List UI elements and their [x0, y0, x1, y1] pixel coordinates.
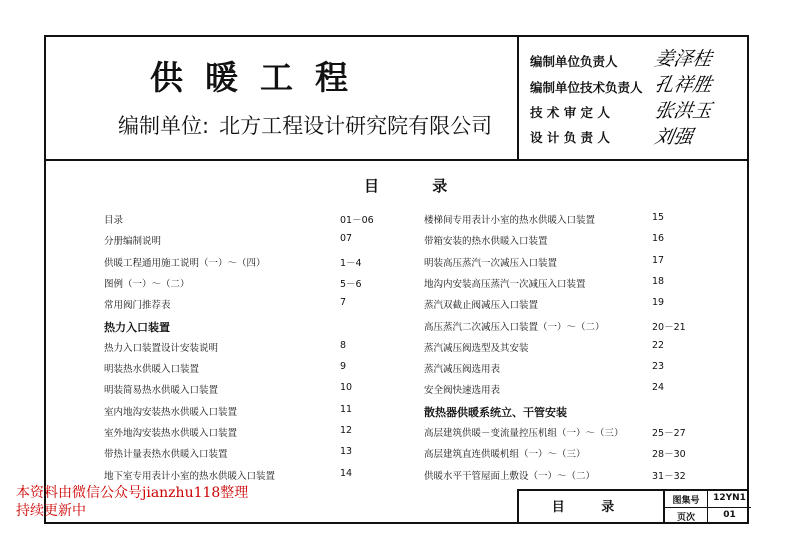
- responsibility-role: 技 术 审 定 人: [530, 105, 610, 120]
- toc-entry-page: 5－6: [340, 278, 362, 290]
- toc-entry: [424, 255, 692, 269]
- toc-entry: [104, 276, 380, 290]
- toc-entry-page: 18: [652, 275, 665, 287]
- toc-entry: [104, 297, 380, 311]
- toc-entry: [424, 319, 692, 333]
- toc-entry-page: 10: [340, 382, 353, 394]
- toc-entry-page: 15: [652, 212, 665, 223]
- toc-entry-title: 分册编制说明: [104, 236, 162, 248]
- toc-entry-title: 图例（一）～（二）: [104, 278, 190, 290]
- toc-entry: [104, 340, 380, 354]
- toc-entry: [424, 446, 692, 460]
- toc-entry-page: 16: [652, 233, 665, 245]
- toc-entry-title: 地沟内安装高压蒸汽一次减压入口装置: [424, 278, 586, 290]
- toc-entry: [104, 233, 380, 247]
- toc-entry: [104, 382, 380, 396]
- toc-entry: [104, 404, 380, 418]
- toc-entry-title: 蒸汽减压阀选用表: [424, 364, 501, 376]
- toc-entry-page: 20－21: [652, 321, 686, 333]
- toc-entry: [424, 297, 692, 311]
- responsibility-row: [530, 52, 642, 70]
- toc-entry-page: 31－32: [652, 470, 686, 482]
- title-block-divider: [665, 507, 751, 508]
- toc-entry: [424, 212, 692, 226]
- page-number: 01: [723, 510, 736, 520]
- toc-entry-title: 明装简易热水供暖入口装置: [104, 385, 219, 397]
- responsibility-role: 编制单位负责人: [530, 54, 618, 69]
- responsibility-row: [530, 103, 642, 121]
- responsibility-row: [530, 78, 642, 96]
- page-title: 供暖工程: [150, 58, 370, 97]
- toc-entry-title: 蒸汽减压阀选型及其安装: [424, 342, 529, 354]
- toc-entry-title: 散热器供暖系统立、干管安装: [424, 405, 567, 419]
- header-vertical-divider: [517, 35, 519, 159]
- toc-entry-title: 地下室专用表计小室的热水供暖入口装置: [104, 470, 276, 482]
- watermark-line: 本资料由微信公众号jianzhu118整理: [16, 485, 249, 501]
- toc-section-heading: [104, 319, 380, 333]
- toc-entry-title: 热力入口装置设计安装说明: [104, 342, 219, 354]
- signature: 孔祥胜: [652, 74, 714, 96]
- toc-entry-page: 11: [340, 403, 353, 415]
- toc-entry-title: 供暖工程通用施工说明（一）～（四）: [104, 257, 266, 269]
- toc-entry: [424, 276, 692, 290]
- toc-entry-title: 目录: [104, 215, 124, 226]
- title-block-title: 目 录: [519, 491, 665, 524]
- responsibility-role: 编制单位技术负责人: [530, 80, 643, 95]
- signature: 刘强: [652, 126, 695, 148]
- toc-entry: [424, 233, 692, 247]
- toc-entry: [104, 212, 380, 226]
- toc-entry-page: 7: [340, 297, 347, 309]
- toc-entry-page: 24: [652, 382, 665, 394]
- toc-section-heading: [424, 404, 692, 418]
- toc-entry: [104, 446, 380, 460]
- signature: 姜泽桂: [652, 48, 714, 70]
- toc-entry-page: 23: [652, 361, 665, 373]
- page-number-label: 页次: [676, 513, 695, 523]
- toc-entry-page: 19: [652, 297, 665, 309]
- atlas-number: 12YN1: [713, 493, 746, 503]
- toc-entry: [424, 425, 692, 439]
- toc-entry-page: 22: [652, 339, 665, 351]
- toc-entry-title: 高层建筑供暖－变流量控压机组（一）～（三）: [424, 428, 624, 439]
- toc-entry-title: 供暖水平干管屋面上敷设（一）～（二）: [424, 470, 596, 482]
- organization-name: 北方工程设计研究院有限公司: [219, 114, 493, 138]
- toc-entry-title: 常用阀门推荐表: [104, 300, 171, 312]
- toc-entry-title: 楼梯间专用表计小室的热水供暖入口装置: [424, 215, 596, 226]
- organization-label: 编制单位:: [118, 114, 210, 138]
- toc-entry-title: 热力入口装置: [104, 320, 170, 334]
- responsibility-role: 设 计 负 责 人: [530, 130, 610, 145]
- toc-entry-page: 14: [340, 467, 353, 479]
- toc-entry-page: 9: [340, 361, 347, 373]
- toc-entry-title: 高压蒸汽二次减压入口装置（一）～（二）: [424, 321, 605, 333]
- toc-entry: [104, 468, 380, 482]
- toc-entry-title: 安全阀快速选用表: [424, 385, 501, 397]
- toc-heading: 目 录: [364, 177, 472, 195]
- toc-entry-title: 室外地沟安装热水供暖入口装置: [104, 428, 238, 439]
- toc-entry-page: 28－30: [652, 449, 686, 461]
- toc-entry: [104, 361, 380, 375]
- toc-entry-title: 带热计量表热水供暖入口装置: [104, 449, 228, 461]
- header-divider: [44, 159, 749, 161]
- toc-entry-title: 高层建筑直连供暖机组（一）～（三）: [424, 449, 586, 461]
- atlas-number-label: 图集号: [672, 496, 700, 506]
- toc-entry-title: 室内地沟安装热水供暖入口装置: [104, 406, 238, 418]
- toc-entry-page: 13: [340, 446, 353, 458]
- toc-entry-page: 17: [652, 254, 665, 266]
- toc-entry-page: 07: [340, 233, 353, 245]
- toc-entry-page: 25－27: [652, 428, 686, 439]
- toc-entry-title: 明装热水供暖入口装置: [104, 364, 200, 376]
- toc-entry: [104, 255, 380, 269]
- signature: 张洪玉: [652, 100, 714, 122]
- responsibility-row: [530, 128, 642, 146]
- toc-entry-title: 蒸汽双截止阀减压入口装置: [424, 300, 539, 312]
- toc-entry-page: 01－06: [340, 215, 374, 226]
- title-block: [517, 489, 749, 524]
- toc-entry-page: 12: [340, 425, 353, 436]
- toc-entry: [424, 468, 692, 482]
- toc-entry-page: 8: [340, 339, 347, 351]
- toc-entry-title: 带箱安装的热水供暖入口装置: [424, 236, 548, 248]
- toc-entry-page: 1－4: [340, 257, 362, 269]
- toc-entry: [424, 361, 692, 375]
- toc-entry: [424, 382, 692, 396]
- organization: [118, 110, 492, 140]
- toc-entry-title: 明装高压蒸汽一次减压入口装置: [424, 257, 558, 269]
- toc-entry: [424, 340, 692, 354]
- toc-entry: [104, 425, 380, 439]
- watermark-line: 持续更新中: [16, 503, 86, 519]
